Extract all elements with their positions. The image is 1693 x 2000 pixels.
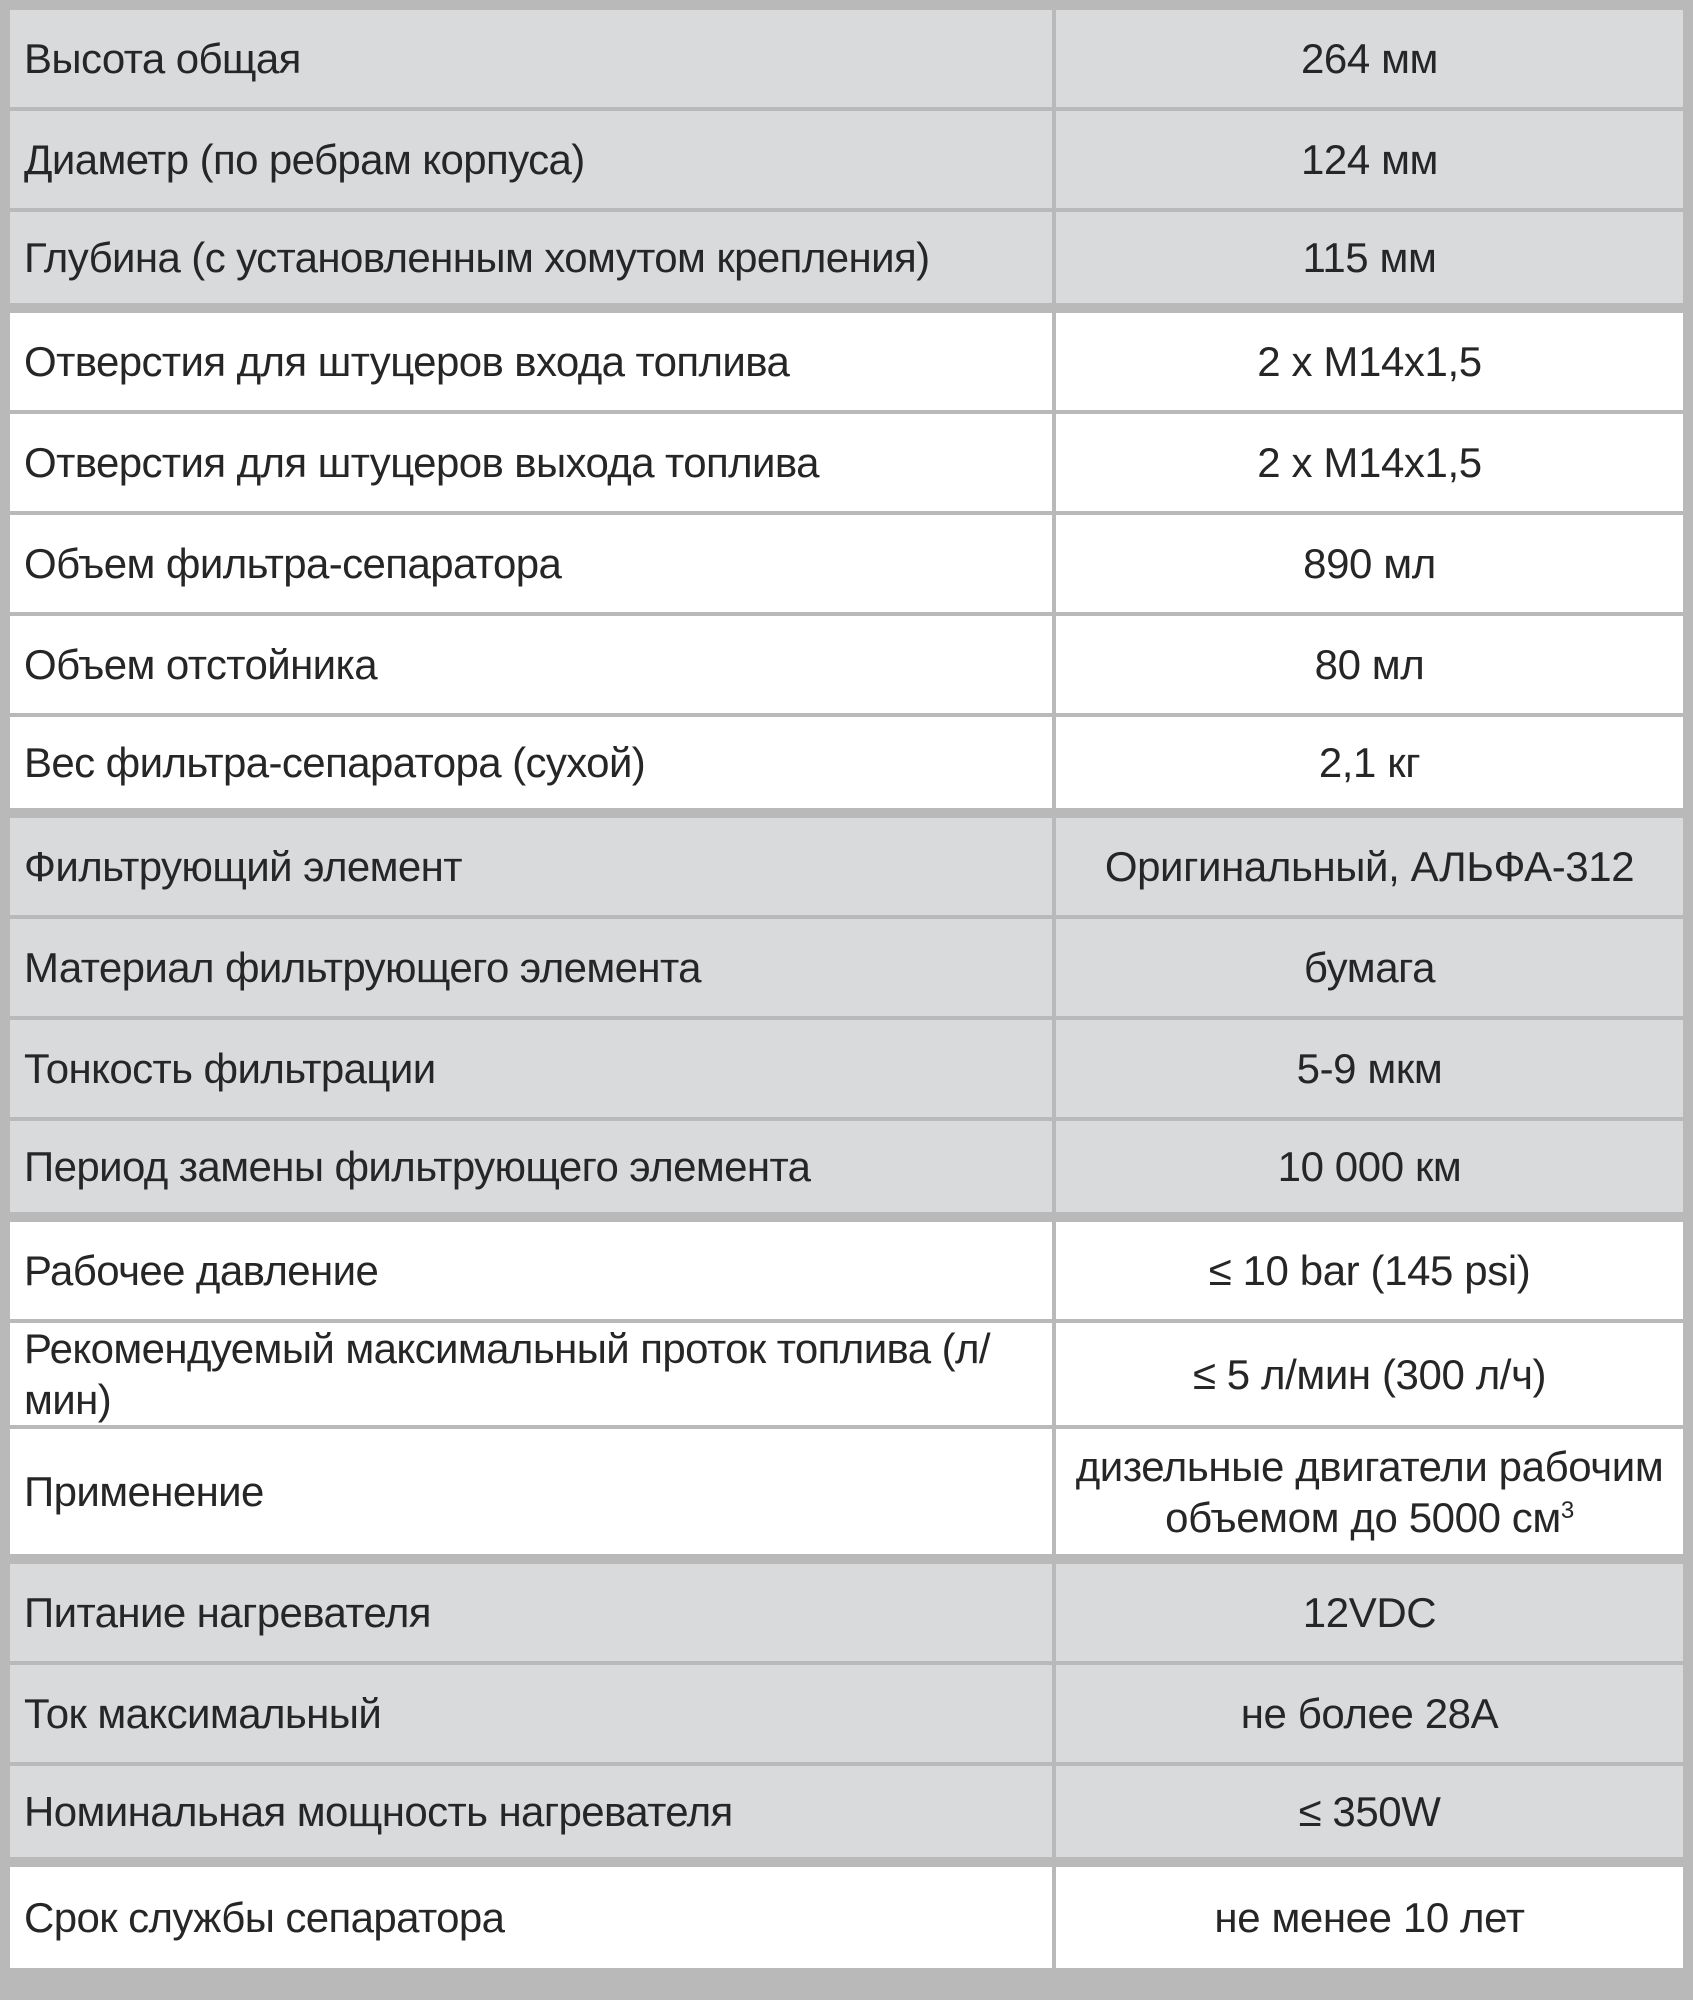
row-label: Ток максимальный <box>10 1665 1056 1766</box>
row-value: ≤ 350W <box>1056 1766 1683 1867</box>
row-label: Отверстия для штуцеров выхода топлива <box>10 414 1056 515</box>
table-row <box>10 10 1683 111</box>
row-label: Применение <box>10 1429 1056 1564</box>
table-row <box>10 1665 1683 1766</box>
table-row <box>10 1766 1683 1867</box>
row-value: 2,1 кг <box>1056 717 1683 818</box>
row-label: Рабочее давление <box>10 1222 1056 1323</box>
table-row <box>10 111 1683 212</box>
row-label: Диаметр (по ребрам корпуса) <box>10 111 1056 212</box>
table-row <box>10 1020 1683 1121</box>
table-row <box>10 1222 1683 1323</box>
row-value: 115 мм <box>1056 212 1683 313</box>
row-label: Рекомендуемый максимальный проток топлива (л/мин) <box>10 1323 1056 1429</box>
row-label: Объем фильтра-сепаратора <box>10 515 1056 616</box>
table-row <box>10 212 1683 313</box>
row-value: Оригинальный, АЛЬФА-312 <box>1056 818 1683 919</box>
row-value: 12VDC <box>1056 1564 1683 1665</box>
row-value <box>1056 1429 1683 1564</box>
row-value-line: дизельные двигатели рабочим <box>1075 1442 1664 1490</box>
table-row <box>10 414 1683 515</box>
row-value: ≤ 10 bar (145 psi) <box>1056 1222 1683 1323</box>
table-row <box>10 313 1683 414</box>
table-row <box>10 1867 1683 1968</box>
row-label: Вес фильтра-сепаратора (сухой) <box>10 717 1056 818</box>
table-row <box>10 515 1683 616</box>
table-row <box>10 1429 1683 1564</box>
row-label: Высота общая <box>10 10 1056 111</box>
row-value: 890 мл <box>1056 515 1683 616</box>
table-row <box>10 1564 1683 1665</box>
table-row <box>10 1323 1683 1429</box>
row-value: 80 мл <box>1056 616 1683 717</box>
table-row <box>10 717 1683 818</box>
row-label: Номинальная мощность нагревателя <box>10 1766 1056 1867</box>
row-value-text: объемом до 5000 см <box>1165 1493 1561 1541</box>
row-label: Глубина (с установленным хомутом крепления) <box>10 212 1056 313</box>
row-value: 2 x M14x1,5 <box>1056 414 1683 515</box>
row-value: 10 000 км <box>1056 1121 1683 1222</box>
row-value: 124 мм <box>1056 111 1683 212</box>
row-value: бумага <box>1056 919 1683 1020</box>
spec-table <box>10 10 1683 1968</box>
row-label: Объем отстойника <box>10 616 1056 717</box>
row-label: Питание нагревателя <box>10 1564 1056 1665</box>
table-row <box>10 919 1683 1020</box>
superscript: 3 <box>1560 1496 1574 1524</box>
row-value: 2 x M14x1,5 <box>1056 313 1683 414</box>
row-value: не менее 10 лет <box>1056 1867 1683 1968</box>
row-label: Материал фильтрующего элемента <box>10 919 1056 1020</box>
row-value: 5-9 мкм <box>1056 1020 1683 1121</box>
row-label: Тонкость фильтрации <box>10 1020 1056 1121</box>
row-label: Фильтрующий элемент <box>10 818 1056 919</box>
row-value: 264 мм <box>1056 10 1683 111</box>
row-label: Период замены фильтрующего элемента <box>10 1121 1056 1222</box>
row-value: не более 28А <box>1056 1665 1683 1766</box>
table-row <box>10 1121 1683 1222</box>
row-value: ≤ 5 л/мин (300 л/ч) <box>1056 1323 1683 1429</box>
row-label: Срок службы сепаратора <box>10 1867 1056 1968</box>
table-row <box>10 616 1683 717</box>
table-row <box>10 818 1683 919</box>
row-value-line <box>1070 1492 1669 1543</box>
row-label: Отверстия для штуцеров входа топлива <box>10 313 1056 414</box>
